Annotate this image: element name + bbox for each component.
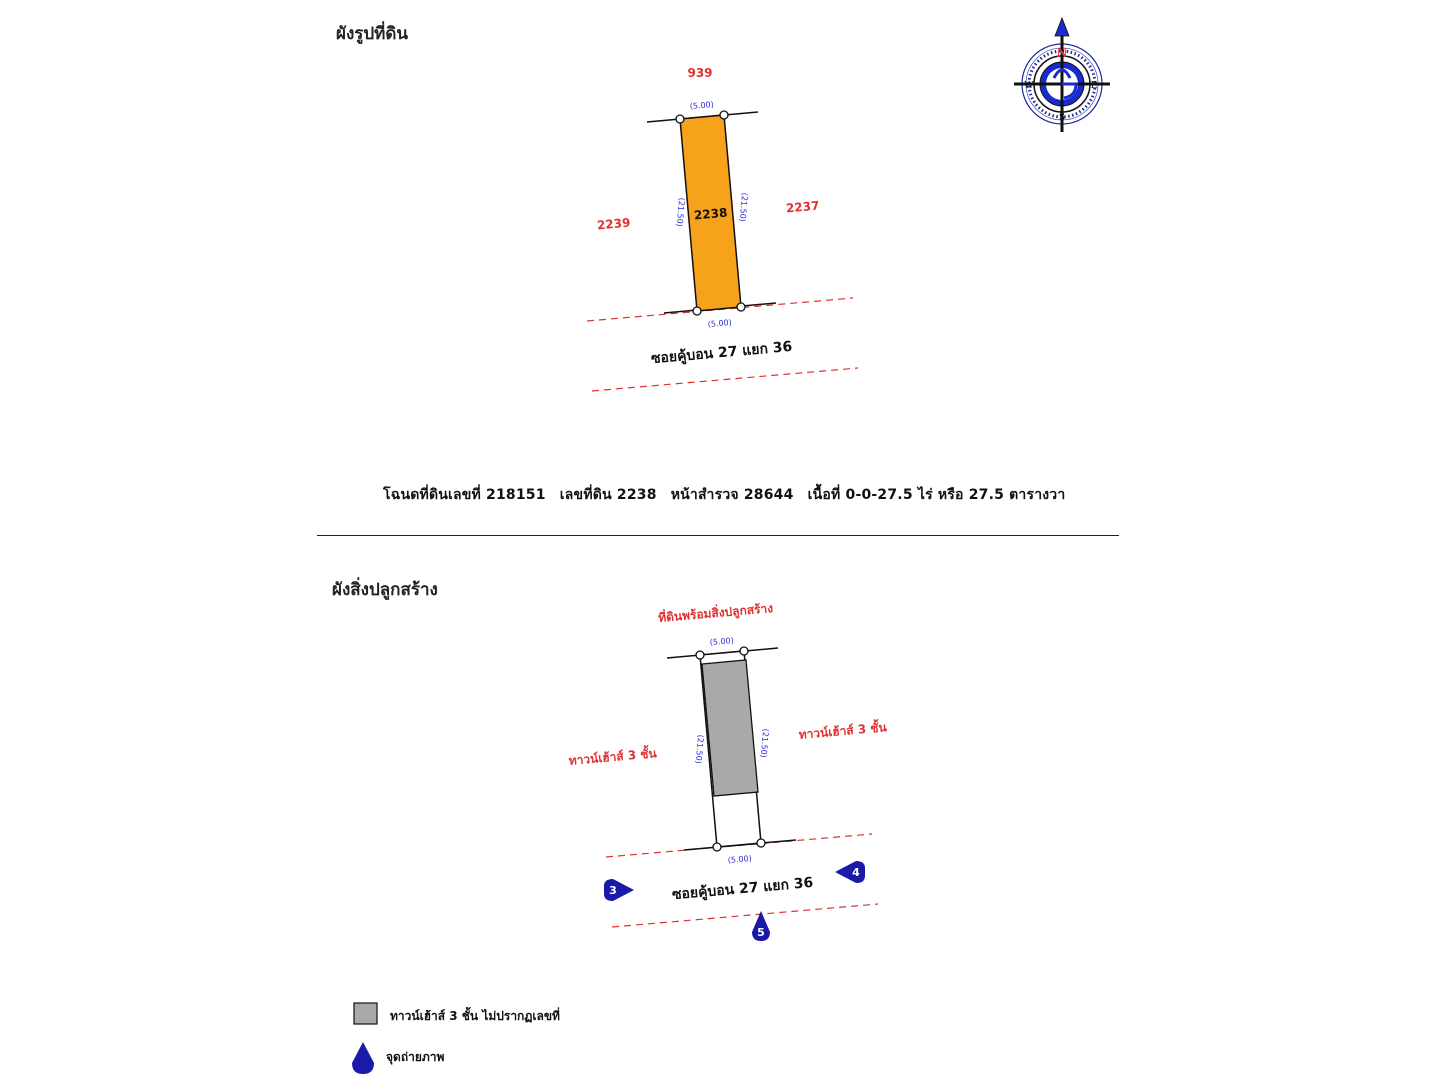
photo-point-4	[835, 861, 865, 883]
corner-pin	[693, 307, 701, 315]
west-townhouse-label: ทาวน์เฮ้าส์ 3 ชั้น	[568, 746, 658, 768]
compass-w-label: W	[1024, 81, 1034, 91]
top-dimension: (5.00)	[689, 99, 715, 112]
road-name: ซอยคู้บอน 27 แยก 36	[671, 874, 814, 904]
compass-e-label: E	[1090, 81, 1098, 91]
photo-point-3	[604, 879, 634, 901]
road-edge-line	[592, 368, 858, 391]
bottom-dimension: (5.00)	[707, 317, 733, 330]
section-divider	[317, 535, 1119, 536]
road-name: ซอยคู้บอน 27 แยก 36	[650, 338, 793, 368]
north-arrow-icon	[1055, 18, 1069, 36]
parcel-number-label: 2238	[693, 205, 728, 223]
building-plan	[568, 599, 888, 941]
deed-summary	[383, 484, 1074, 506]
corner-pin	[720, 111, 728, 119]
top-dimension: (5.00)	[709, 635, 735, 648]
right-dimension: (21.50)	[737, 192, 750, 223]
east-neighbor-label: 2237	[785, 198, 820, 216]
compass-rose	[1014, 18, 1110, 132]
compass-s-label: S	[1058, 113, 1066, 123]
corner-pin	[676, 115, 684, 123]
legend	[352, 1003, 377, 1074]
legend-photo-point-label: จุดถ่ายภาพ	[386, 1050, 445, 1064]
land-plan	[587, 66, 858, 391]
corner-pin	[740, 647, 748, 655]
west-neighbor-label: 2239	[596, 215, 631, 233]
legend-photo-point-icon	[352, 1042, 374, 1074]
land-number: เลขที่ดิน 2238	[559, 487, 657, 503]
corner-pin	[737, 303, 745, 311]
building-plan-title: ผังสิ่งปลูกสร้าง	[332, 580, 438, 600]
north-neighbor-label: 939	[687, 66, 713, 80]
right-dimension: (21.50)	[758, 728, 771, 759]
east-townhouse-label: ทาวน์เฮ้าส์ 3 ชั้น	[798, 720, 888, 742]
deed-number: โฉนดที่ดินเลขที่ 218151	[383, 487, 546, 503]
road-edge-line	[612, 904, 878, 927]
bottom-dimension: (5.00)	[727, 853, 753, 866]
photo-point-number: 4	[852, 866, 860, 879]
corner-pin	[757, 839, 765, 847]
corner-pin	[696, 651, 704, 659]
compass-n-label: N	[1056, 46, 1068, 60]
corner-pin	[713, 843, 721, 851]
land-area: เนื้อที่ 0-0-27.5 ไร่ หรือ 27.5 ตารางวา	[807, 487, 1066, 503]
survey-page: หน้าสำรวจ 28644	[670, 487, 794, 503]
legend-building-label: ทาวน์เฮ้าส์ 3 ชั้น ไม่ปรากฏเลขที่	[390, 1009, 560, 1023]
legend-building-swatch	[354, 1003, 377, 1024]
left-dimension: (21.50)	[693, 734, 706, 765]
photo-point-number: 3	[609, 884, 617, 897]
left-dimension: (21.50)	[674, 197, 687, 228]
photo-point-5	[752, 911, 770, 941]
land-plan-title: ผังรูปที่ดิน	[336, 24, 409, 44]
photo-point-number: 5	[757, 926, 765, 939]
subject-label: ที่ดินพร้อมสิ่งปลูกสร้าง	[657, 601, 774, 626]
